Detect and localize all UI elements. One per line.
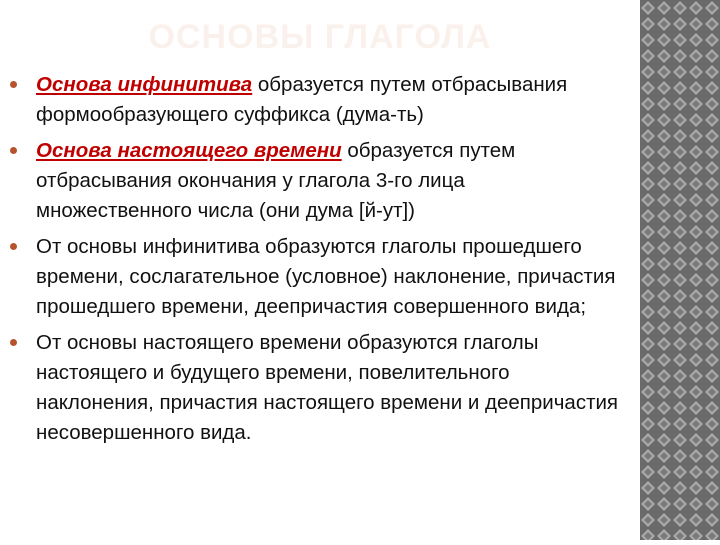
diamond-pattern-icon (640, 0, 720, 540)
decorative-pattern-stripe (640, 0, 720, 540)
slide-title: ОСНОВЫ ГЛАГОЛА (148, 18, 492, 56)
bullet-icon (10, 243, 17, 250)
bullet-icon (10, 339, 17, 346)
bullet-item-4 (10, 328, 620, 448)
bullet-list (10, 70, 620, 454)
bullet-icon (10, 81, 17, 88)
bullet-term: Основа инфинитива (36, 73, 253, 96)
bullet-text: От основы инфинитива образуются глаголы прошедшего времени, сослагательное (условное) наклонение, причастия прошедшего времени, деепричастия совершенного вида; (36, 235, 616, 318)
bullet-text: От основы настоящего времени образуются глаголы настоящего и будущего времени, повелительного наклонения, причастия настоящего времени и деепричастия несовершенного вида. (36, 331, 619, 444)
bullet-item-3 (10, 232, 620, 322)
bullet-term: Основа настоящего времени (36, 139, 342, 162)
bullet-text: образуется путем отбрасывания окончания у глагола 3-го лица множественного числа (они дума [й-ут]) (36, 139, 516, 222)
bullet-text: образуется путем отбрасывания формообразующего суффикса (дума-ть) (36, 73, 568, 126)
bullet-icon (10, 147, 17, 154)
bullet-item-1 (10, 70, 620, 130)
bullet-item-2 (10, 136, 620, 226)
